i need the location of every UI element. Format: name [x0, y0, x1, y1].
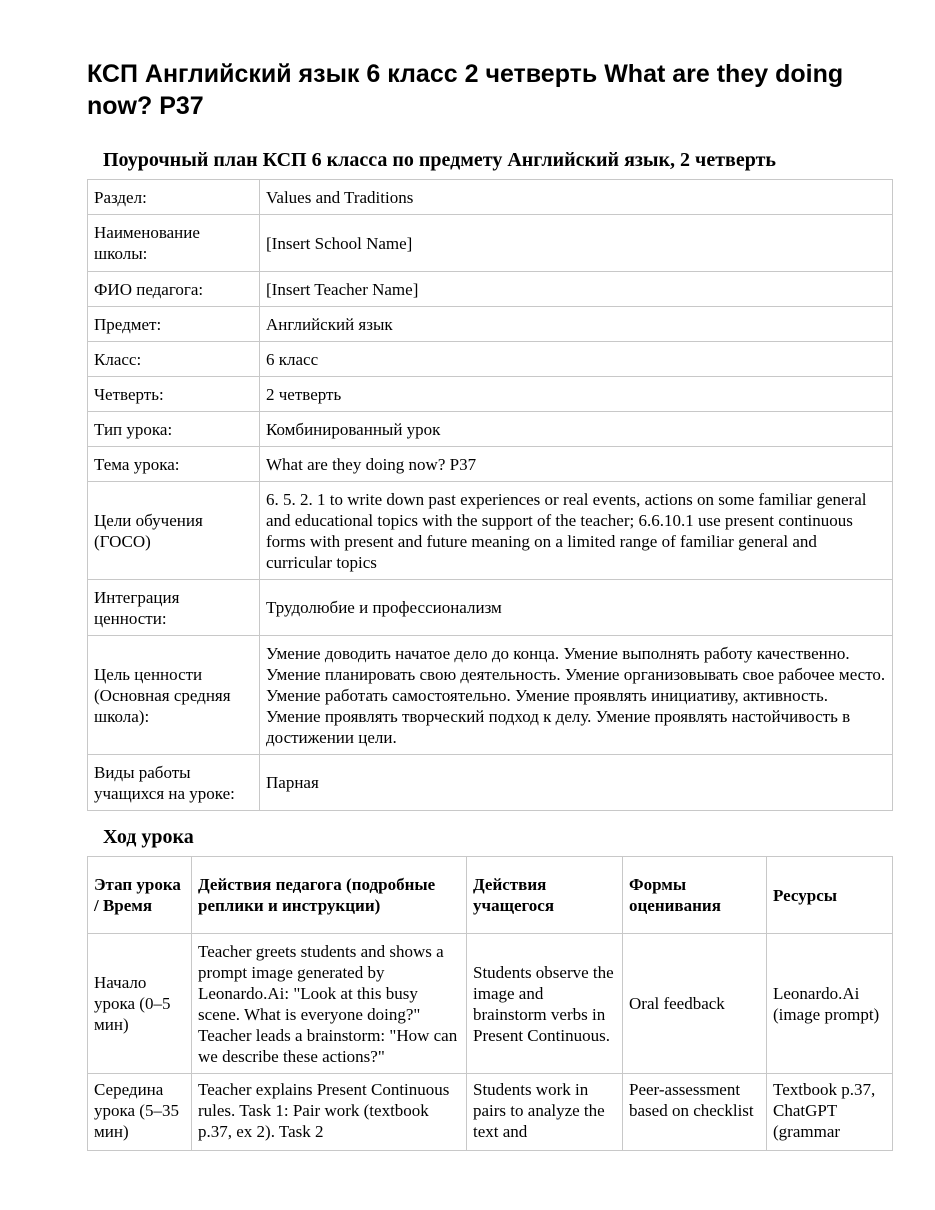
info-row-value-goal: [88, 636, 893, 755]
info-row-subject: [88, 307, 893, 342]
info-row-goals: [88, 482, 893, 580]
info-value: Трудолюбие и профессионализм: [260, 580, 893, 636]
stage-cell: Начало урока (0–5 мин): [88, 934, 192, 1074]
assessment-cell: Oral feedback: [623, 934, 767, 1074]
info-label: Тип урока:: [88, 412, 260, 447]
info-label: Цель ценности (Основная средняя школа):: [88, 636, 260, 755]
info-label: Предмет:: [88, 307, 260, 342]
info-label: ФИО педагога:: [88, 272, 260, 307]
plan-heading: Поурочный план КСП 6 класса по предмету Английский язык, 2 четверть: [103, 149, 776, 171]
info-row-topic: [88, 447, 893, 482]
info-label: Цели обучения (ГОСО): [88, 482, 260, 580]
table-row: [88, 934, 893, 1074]
info-value: 6. 5. 2. 1 to write down past experiences or real events, actions on some familiar general and educational topics with the support of the teacher; 6.6.10.1 use present continuous forms with present and future meaning on a limited range of familiar general and curricular topics: [260, 482, 893, 580]
info-label: Четверть:: [88, 377, 260, 412]
info-label: Наименование школы:: [88, 215, 260, 272]
info-value: Умение доводить начатое дело до конца. Умение выполнять работу качественно. Умение планировать свою деятельность. Умение организовывать свое рабочее место. Умение работать самостоятельно. Умение проявлять инициативу, активность. Умение проявлять творческий подход к делу. Умение проявлять настойчивость в достижении цели.: [260, 636, 893, 755]
info-row-teacher: [88, 272, 893, 307]
info-label: Виды работы учащихся на уроке:: [88, 755, 260, 811]
info-value: Values and Traditions: [260, 180, 893, 215]
student-actions-cell: Students work in pairs to analyze the text and: [467, 1074, 623, 1151]
column-header-teacher-actions: Действия педагога (подробные реплики и инструкции): [192, 857, 467, 934]
lesson-table-header-row: [88, 857, 893, 934]
page-title: КСП Английский язык 6 класс 2 четверть What are they doing now? P37: [87, 60, 844, 120]
info-row-work-types: [88, 755, 893, 811]
info-label: Тема урока:: [88, 447, 260, 482]
info-row-quarter: [88, 377, 893, 412]
column-header-assessment: Формы оценивания: [623, 857, 767, 934]
info-value: Английский язык: [260, 307, 893, 342]
info-row-lesson-type: [88, 412, 893, 447]
resources-cell: Leonardo.Ai (image prompt): [767, 934, 893, 1074]
info-value: Парная: [260, 755, 893, 811]
info-label: Раздел:: [88, 180, 260, 215]
stage-cell: Середина урока (5–35 мин): [88, 1074, 192, 1151]
assessment-cell: Peer-assessment based on checklist: [623, 1074, 767, 1151]
info-label: Интеграция ценности:: [88, 580, 260, 636]
column-header-resources: Ресурсы: [767, 857, 893, 934]
info-value: 2 четверть: [260, 377, 893, 412]
table-row: [88, 1074, 893, 1151]
column-header-stage: Этап урока / Время: [88, 857, 192, 934]
column-header-student-actions: Действия учащегося: [467, 857, 623, 934]
teacher-actions-cell: Teacher explains Present Continuous rules. Task 1: Pair work (textbook p.37, ex 2). Task 2: [192, 1074, 467, 1151]
resources-cell: Textbook p.37, ChatGPT (grammar: [767, 1074, 893, 1151]
info-row-school: [88, 215, 893, 272]
lesson-info-table: [87, 179, 893, 811]
teacher-actions-cell: Teacher greets students and shows a prompt image generated by Leonardo.Ai: "Look at this busy scene. What is everyone doing?" Teacher leads a brainstorm: "How can we describe these actions?": [192, 934, 467, 1074]
info-value: Комбинированный урок: [260, 412, 893, 447]
info-value: [Insert Teacher Name]: [260, 272, 893, 307]
info-value: 6 класс: [260, 342, 893, 377]
info-label: Класс:: [88, 342, 260, 377]
info-row-value-integration: [88, 580, 893, 636]
info-row-grade: [88, 342, 893, 377]
info-row-section: [88, 180, 893, 215]
info-value: [Insert School Name]: [260, 215, 893, 272]
student-actions-cell: Students observe the image and brainstorm verbs in Present Continuous.: [467, 934, 623, 1074]
lesson-flow-table: [87, 856, 893, 1151]
lesson-heading: Ход урока: [103, 826, 194, 848]
info-value: What are they doing now? P37: [260, 447, 893, 482]
